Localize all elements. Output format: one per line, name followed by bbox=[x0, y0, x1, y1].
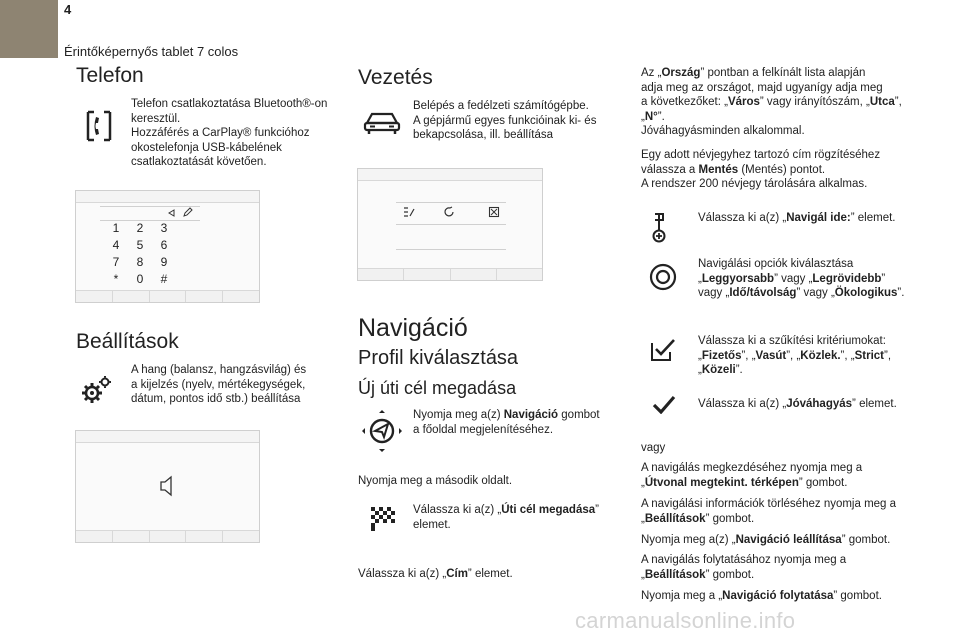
page-number: 4 bbox=[64, 2, 72, 17]
start-navigation-paragraph: A navigálás megkezdéséhez nyomja meg a „Útvonal megtekint. térképen” gombot. bbox=[641, 462, 863, 489]
phone-icon bbox=[82, 108, 116, 144]
driving-screen-illustration bbox=[357, 168, 543, 281]
vezetes-text bbox=[413, 99, 613, 143]
phone-screen-illustration bbox=[75, 190, 260, 303]
watermark: carmanualsonline.info bbox=[575, 608, 796, 633]
refresh-icon bbox=[443, 206, 455, 218]
key: 1 bbox=[112, 221, 120, 235]
checkmark-icon bbox=[652, 394, 676, 414]
key: 3 bbox=[160, 221, 168, 235]
telefon-line: Telefon csatlakoztatása Bluetooth®-on bbox=[131, 98, 328, 110]
navigacio-heading: Navigáció bbox=[358, 314, 468, 342]
telefon-heading: Telefon bbox=[76, 64, 144, 87]
select-uti-cel-text: Válassza ki a(z) „Úti cél megadása” elemet. bbox=[413, 504, 599, 531]
select-cim-text: Válassza ki a(z) „Cím” elemet. bbox=[358, 568, 513, 580]
save-contact-paragraph: Egy adott névjegyhez tartozó cím rögzítéséhez válassza a Mentés (Mentés) pontot. A rendszer 200 névjegy tárolására alkalmas. bbox=[641, 149, 881, 190]
second-page-text: Nyomja meg a második oldalt. bbox=[358, 475, 513, 487]
telefon-text bbox=[131, 97, 331, 170]
stop-navigation-text: Nyomja meg a(z) „Navigáció leállítása” gombot. bbox=[641, 534, 891, 546]
navigate-to-text: Válassza ki a(z) „Navigál ide:” elemet. bbox=[698, 212, 896, 224]
key: 2 bbox=[136, 221, 144, 235]
confirm-text: Válassza ki a(z) „Jóváhagyás” elemet. bbox=[698, 398, 897, 410]
page-title: Érintőképernyős tablet 7 colos bbox=[64, 44, 239, 59]
car-icon bbox=[362, 108, 402, 136]
speaker-icon bbox=[158, 475, 174, 497]
screen-bottom-bar bbox=[358, 268, 542, 280]
screen-top-bar bbox=[76, 431, 259, 443]
checkered-flag-icon bbox=[369, 505, 397, 533]
press-navigacio-text: Nyomja meg a(z) Navigáció gombot a főoldal megjelenítéséhez. bbox=[413, 409, 600, 436]
country-city-paragraph: Az „Ország” pontban a felkínált lista alapján adja meg az országot, majd ugyanígy adja meg a következőket: „Város” vagy irányítószám, „Utca”, „N°”. Jóváhagyásminden alkalommal. bbox=[641, 67, 902, 137]
screen-bottom-bar bbox=[76, 530, 259, 542]
route-options-text: Navigálási opciók kiválasztása „Leggyorsabb” vagy „Legrövidebb” vagy „Idő/távolság” vagy „Ökologikus”. bbox=[698, 258, 905, 299]
backspace-icon bbox=[166, 208, 176, 218]
vezetes-line: Belépés a fedélzeti számítógépbe. bbox=[413, 100, 589, 112]
screen-top-bar bbox=[76, 191, 259, 203]
telefon-line: keresztül. bbox=[131, 112, 181, 125]
navigation-arrow-icon bbox=[362, 408, 402, 454]
driving-list-icon bbox=[402, 206, 416, 218]
profil-heading: Profil kiválasztása bbox=[358, 347, 519, 369]
continue-navigation-text: Nyomja meg a „Navigáció folytatása” gombot. bbox=[641, 590, 882, 602]
key: 4 bbox=[112, 238, 120, 252]
screen-top-bar bbox=[358, 169, 542, 181]
key: * bbox=[113, 272, 119, 286]
clear-navigation-paragraph: A navigálási információk törléséhez nyomja meg a „Beállítások” gombot. bbox=[641, 498, 897, 525]
vezetes-heading: Vezetés bbox=[358, 66, 433, 89]
keypad bbox=[104, 221, 176, 286]
screen-bottom-bar bbox=[76, 290, 259, 302]
key: 9 bbox=[160, 255, 168, 269]
navigate-to-icon bbox=[646, 212, 674, 244]
beallitasok-line: A hang (balansz, hangzásvilág) és bbox=[131, 364, 307, 376]
key: 0 bbox=[136, 272, 144, 286]
telefon-line: csatlakoztatását követően. bbox=[131, 156, 267, 168]
filter-criteria-text: Válassza ki a szűkítési kritériumokat: „Fizetős”, „Vasút”, „Közlek.”, „Strict”, „Közeli”. bbox=[698, 335, 892, 376]
telefon-line: okostelefonja USB-kábelének bbox=[131, 141, 282, 154]
route-options-icon bbox=[648, 262, 678, 292]
key: 6 bbox=[160, 238, 168, 252]
vezetes-line: bekapcsolása, ill. beállítása bbox=[413, 129, 553, 141]
beallitasok-line: dátum, pontos idő stb.) beállítása bbox=[131, 393, 301, 405]
beallitasok-text bbox=[131, 363, 331, 407]
key: # bbox=[160, 272, 168, 286]
beallitasok-heading: Beállítások bbox=[76, 330, 179, 353]
key: 5 bbox=[136, 238, 144, 252]
key: 7 bbox=[112, 255, 120, 269]
resume-navigation-paragraph: A navigálás folytatásához nyomja meg a „Beállítások” gombot. bbox=[641, 554, 847, 581]
page-number-box bbox=[0, 0, 58, 58]
settings-screen-illustration bbox=[75, 430, 260, 543]
beallitasok-line: a kijelzés (nyelv, mértékegységek, bbox=[131, 378, 306, 391]
vagy-text: vagy bbox=[641, 442, 666, 454]
telefon-line: Hozzáférés a CarPlay® funkcióhoz bbox=[131, 127, 310, 139]
vezetes-line: A gépjármű egyes funkcióinak ki- és bbox=[413, 114, 597, 127]
filter-checkbox-icon bbox=[650, 338, 676, 362]
edit-icon bbox=[182, 207, 193, 218]
uj-uti-cel-heading: Új úti cél megadása bbox=[358, 378, 517, 398]
gears-icon bbox=[80, 374, 114, 406]
settings-box-icon bbox=[488, 206, 500, 218]
key: 8 bbox=[136, 255, 144, 269]
